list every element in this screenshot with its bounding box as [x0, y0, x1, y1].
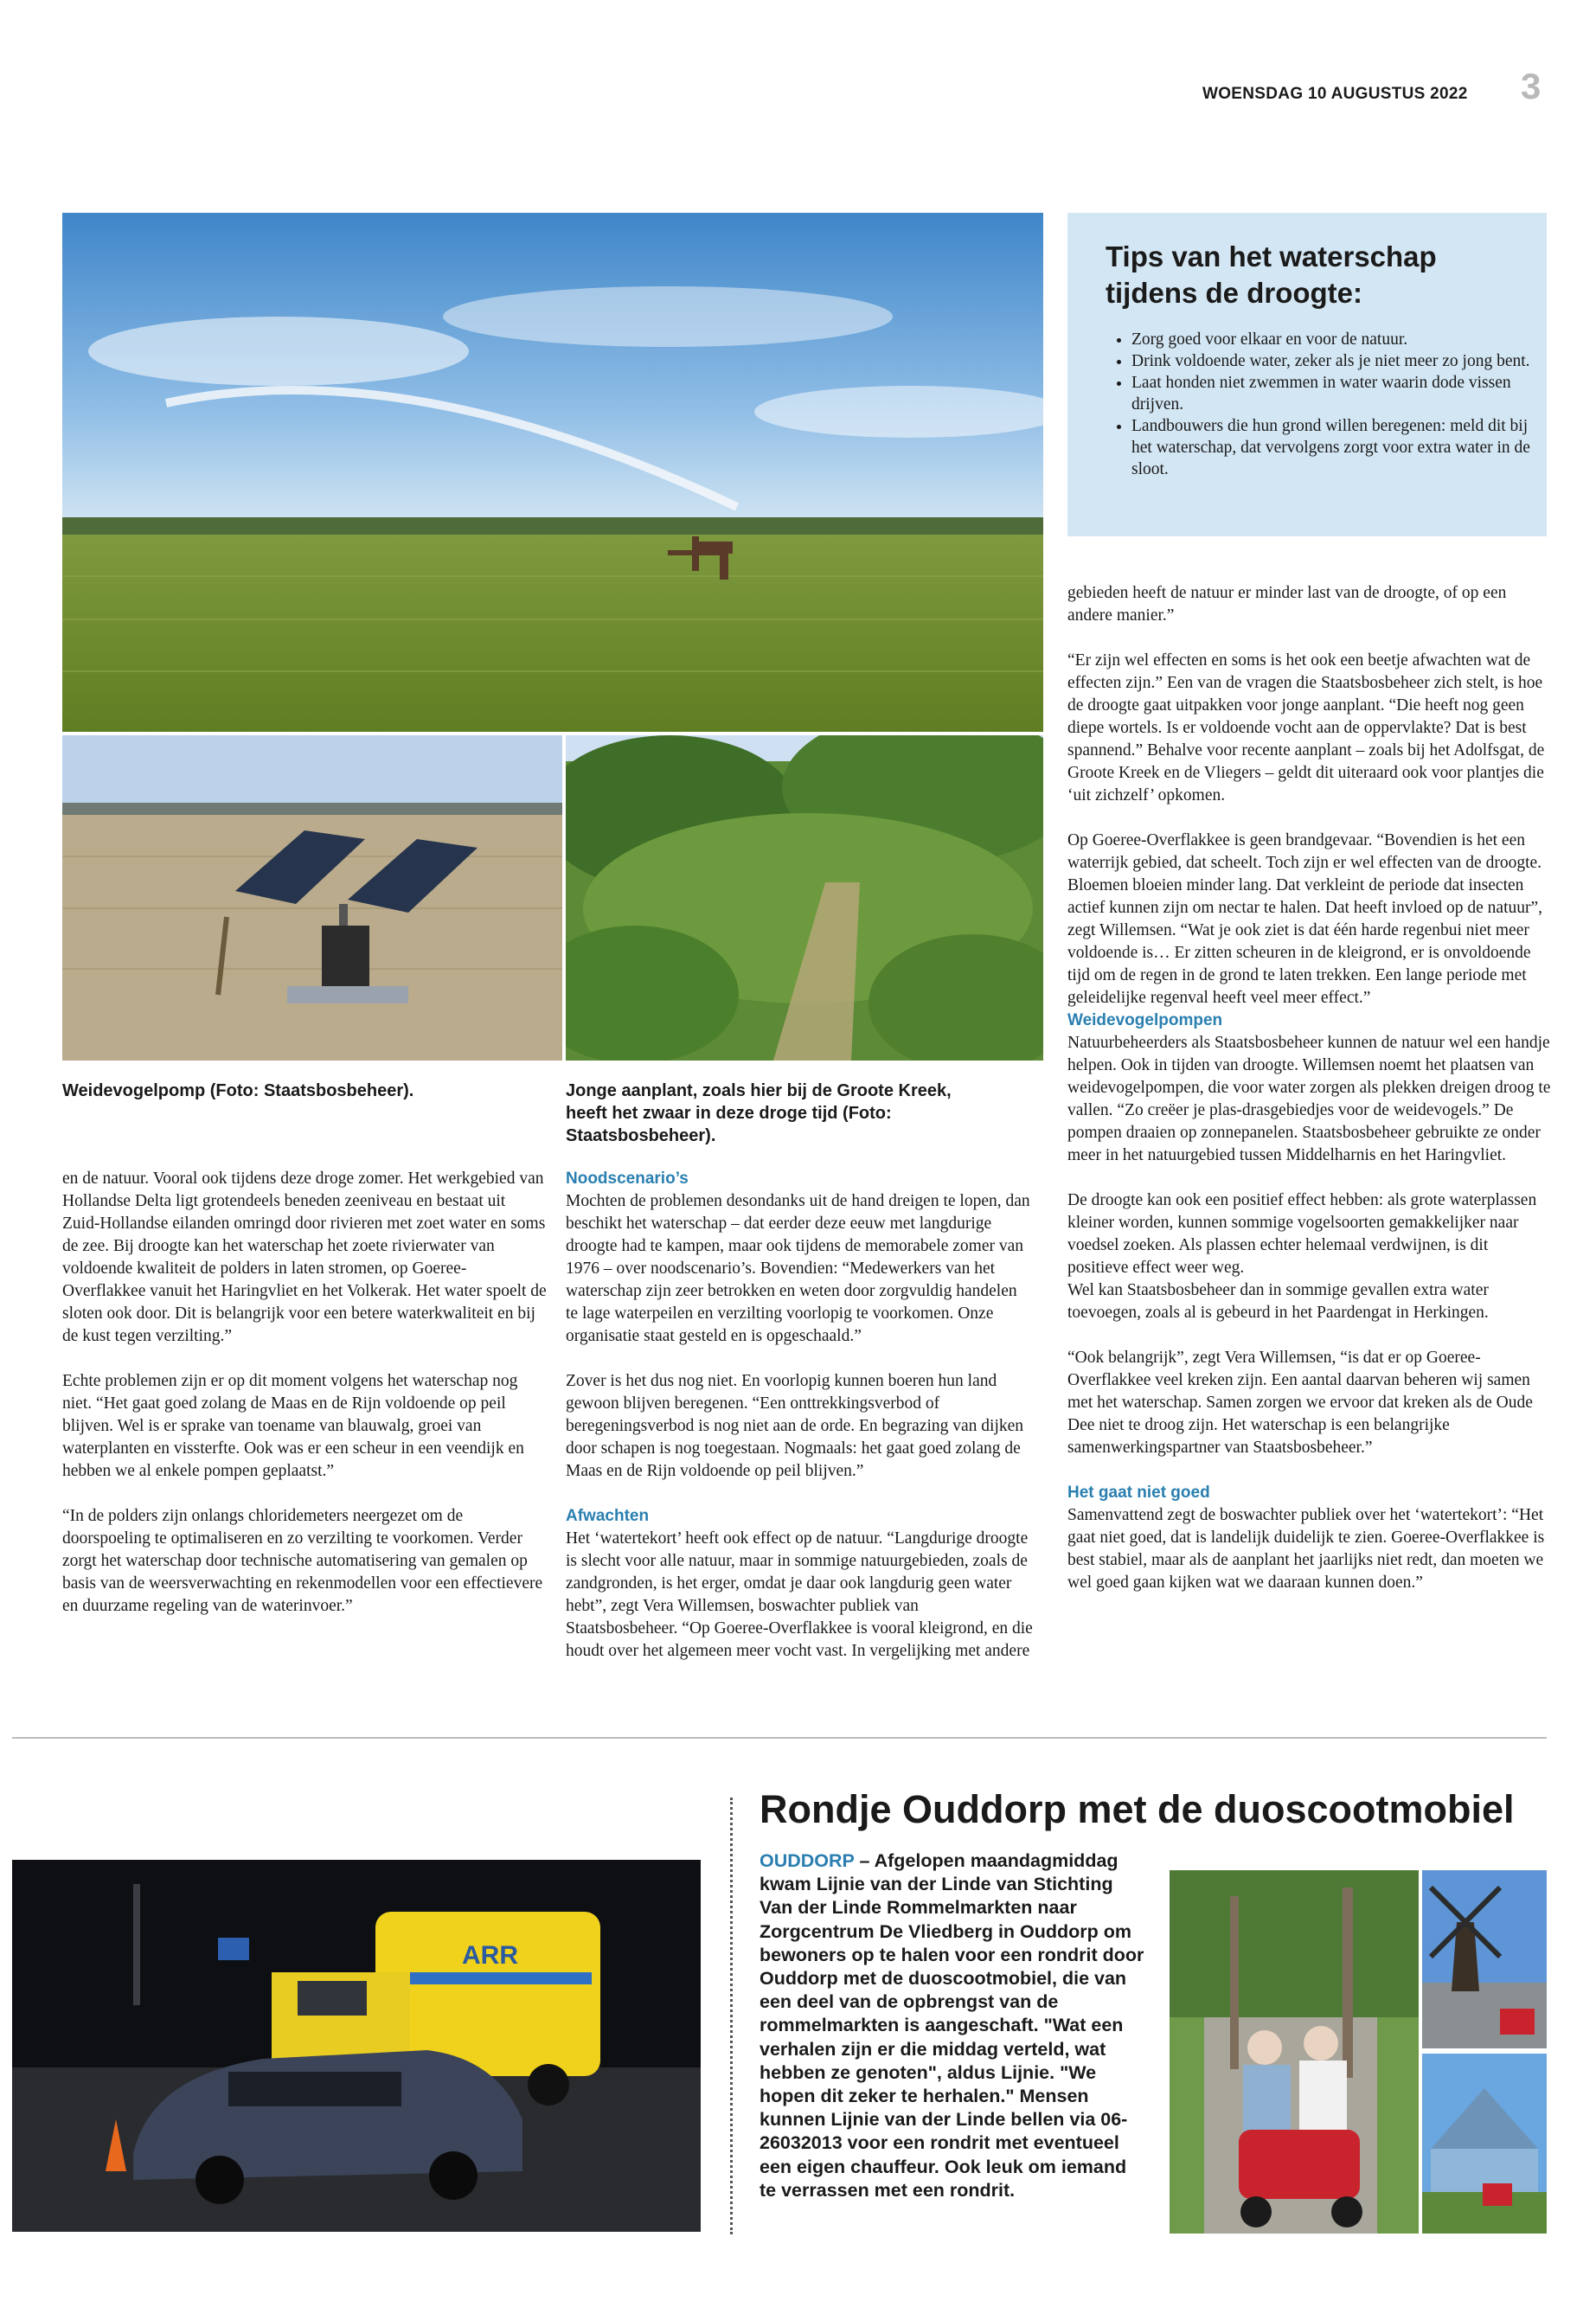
article2-dateline: OUDDORP: [760, 1850, 855, 1871]
solar-pump-photo: [62, 735, 562, 1061]
tips-list: [1106, 329, 1538, 480]
tips-item: • Laat honden niet zwemmen in water waarin dode vissen drijven.: [1131, 372, 1538, 415]
horizontal-divider: [12, 1737, 1547, 1739]
col3-subheading-weidevogelpompen: Weidevogelpompen: [1067, 1011, 1223, 1029]
article2-text: – Afgelopen maandagmiddag kwam Lijnie van der Linde van Stichting Van der Linde Rommelmarkten naar Zorgcentrum De Vliedberg in Ouddorp om bewoners op te halen voor een rondrit door Ouddorp met de duoscootmobiel, die van een deel van de opbrengst van de rommelmarkten is aangeschaft. "Wat een verhalen zijn er die middag verteld, wat hebben ze genoten", aldus Lijnie. "We hopen dit zeker te herhalen." Mensen kunnen Lijnie van der Linde bellen via 06-26032013 voor een rondrit met eventueel een eigen chauffeur. Ook leuk om iemand te verrassen met een rondrit.: [760, 1850, 1144, 2201]
windmill-photo: [1422, 1870, 1547, 2048]
col3-paragraph: “Ook belangrijk”, zegt Vera Willemsen, “is dat er op Goeree-Overflakkee veel kreken zijn. Een aantal daarvan beheren wij samen met het waterschap. Samen zorgen we ervoor dat kreken als de Oude Dee niet te droog zijn. Het waterschap is een belangrijke samenwerkingspartner van Staatsbosbeheer.”: [1067, 1349, 1533, 1457]
duoscootmobiel-main-photo: [1170, 1870, 1419, 2234]
col2-subheading-noodscenarios: Noodscenario’s: [566, 1170, 689, 1188]
tips-title-line2: tijdens de droogte:: [1106, 277, 1362, 309]
tips-item: • Landbouwers die hun grond willen beregenen: meld dit bij het waterschap, dat vervolgens zorgt voor extra water in de sloot.: [1131, 415, 1538, 480]
col2-subheading-afwachten: Afwachten: [566, 1507, 650, 1525]
young-plants-photo: [566, 735, 1043, 1061]
ambulance-text: ARR: [462, 1941, 518, 1970]
column-3: [1067, 582, 1552, 1617]
page-date: WOENSDAG 10 AUGUSTUS 2022: [1202, 85, 1468, 103]
tips-title-line1: Tips van het waterschap: [1106, 240, 1437, 272]
col3-paragraph: gebieden heeft de natuur er minder last van de droogte, of op een andere manier.”: [1067, 584, 1507, 625]
column-1: [62, 1168, 547, 1640]
tips-box: [1067, 213, 1547, 536]
article2-title: Rondje Ouddorp met de duoscootmobiel: [760, 1787, 1515, 1831]
col3-subheading-het-gaat-niet-goed: Het gaat niet goed: [1067, 1484, 1210, 1502]
col3-paragraph: Op Goeree-Overflakkee is geen brandgevaar. “Bovendien is het een waterrijk gebied, dat scheelt. Toch zijn er wel effecten van de droogte. Bloemen bloeien minder lang. Dat verkleint de periode dat insecten actief kunnen zijn om nectar te halen. Dat heeft invloed op de natuur”, zegt Willemsen. “Wat je ook ziet is dat één harde regenbui niet meer voldoende is… Er zitten scheuren in de kleigrond, er is onvoldoende tijd om de regen in de grond te laten trekken. Een lange periode met geleidelijke regenval heeft veel meer effect.”: [1067, 831, 1543, 1007]
article2-body: [760, 1849, 1147, 2202]
caption-plants: Jonge aanplant, zoals hier bij de Groote Kreek, heeft het zwaar in deze droge tijd (Foto: Staatsbosbeheer).: [566, 1081, 952, 1145]
col1-paragraph: “In de polders zijn onlangs chloridemeters neergezet om de doorspoeling te optimaliseren en zo verzilting te voorkomen. Verder zorgt het waterschap door technische automatisering van gemalen op basis van de weersverwachting en rekenmodellen voor een effectievere en duurzame regeling van de waterinvoer.”: [62, 1507, 543, 1615]
blue-house-photo: [1422, 2054, 1547, 2234]
col2-paragraph: Mochten de problemen desondanks uit de hand dreigen te lopen, dan beschikt het waterschap – dat eerder deze eeuw met langdurige droogte had te kampen, maar ook tijdens de memorabele zomer van 1976 – over noodscenario’s. Bovendien: “Medewerkers van het waterschap zijn zeer betrokken en weten door zorgvuldig handelen te lage waterpeilen en verzilting voorlopig te voorkomen. Onze organisatie staat gesteld en is opgeschaald.”: [566, 1192, 1030, 1345]
tips-item: • Zorg goed voor elkaar en voor de natuur.: [1131, 329, 1538, 350]
col1-paragraph: Echte problemen zijn er op dit moment volgens het waterschap nog niet. “Het gaat goed zolang de Maas en de Rijn voldoende op peil blijven. Wel is er sprake van toename van blauwalg, groei van waterplanten en vissterfte. Ook was er een scheur in een veendijk en hebben we al enkele pompen geplaatst.”: [62, 1372, 524, 1480]
page-number: 3: [1521, 66, 1542, 106]
column-2: [566, 1168, 1033, 1685]
col3-paragraph: “Er zijn wel effecten en soms is het ook een beetje afwachten wat de effecten zijn.” Een van de vragen die Staatsbosbeheer zich stelt, is hoe de droogte gaat uitpakken voor jonge aanplant. “Die heeft nog geen diepe wortels. Is er voldoende vocht aan de oppervlakte? Dat is best spannend.” Behalve voor recente aanplant – zoals bij het Adolfsgat, de Groote Kreek en de Vliegers – geldt dit uiteraard ook voor plantjes die ‘uit zichzelf’ opkomen.: [1067, 651, 1545, 804]
col3-paragraph: Natuurbeheerders als Staatsbosbeheer kunnen de natuur wel een handje helpen. Ook in tijden van droogte. Willemsen noemt het plaatsen van weidevogelpompen, die voor water zorgen als plekken dreigen droog te vallen. “Zo creëer je plas-drasgebiedjes voor de weidevogels.” De pompen draaien op zonnepanelen. Staatsbosbeheer gebruikte ze onder meer in het natuurgebied tussen Middelharnis en het Haringvliet.: [1067, 1034, 1551, 1164]
irrigation-field-photo: [62, 213, 1043, 732]
col2-paragraph: Zover is het dus nog niet. En voorlopig kunnen boeren hun land gewoon blijven beregenen. “Een onttrekkingsverbod of beregeningsverbod is nog niet aan de orde. En begrazing van dijken door schapen is nog toegestaan. Nogmaals: het gaat goed zolang de Maas en de Rijn voldoende op peil blijven.”: [566, 1372, 1024, 1480]
vertical-divider: [730, 1798, 733, 2234]
col3-paragraph: De droogte kan ook een positief effect hebben: als grote waterplassen kleiner worden, kunnen sommige vogelsoorten gemakkelijker naar voedsel zoeken. Als plassen echter helemaal verdwijnen, is dit positieve effect weer weg.: [1067, 1191, 1537, 1277]
col1-paragraph: en de natuur. Vooral ook tijdens deze droge zomer. Het werkgebied van Hollandse Delta ligt grotendeels beneden zeeniveau en bestaat uit Zuid-Hollandse eilanden omringd door rivieren met zoet water en soms de zee. Bij droogte kan het waterschap het zoete rivierwater van voldoende kwaliteit de polders in laten stromen, op Goeree-Overflakkee vanuit het Haringvliet en het Volkerak. Het water spoelt de sloten ook door. Dit is belangrijk voor een betere waterkwaliteit en bij de kust tegen verzilting.”: [62, 1170, 547, 1345]
col2-paragraph: Het ‘watertekort’ heeft ook effect op de natuur. “Langdurige droogte is slecht voor alle natuur, maar in sommige natuurgebieden, zoals de zandgronden, is het erger, omdat je daar ook langdurig geen water hebt”, zegt Vera Willemsen, boswachter publiek van Staatsbosbeheer. “Op Goeree-Overflakkee is vooral kleigrond, en die houdt over het algemeen meer vocht vast. In vergelijking met andere: [566, 1529, 1033, 1660]
col3-paragraph: Wel kan Staatsbosbeheer dan in sommige gevallen extra water toevoegen, zoals al is gebeurd in het Paardengat in Herkingen.: [1067, 1281, 1489, 1322]
accident-ambulance-photo: [12, 1860, 701, 2232]
tips-item: • Drink voldoende water, zeker als je niet meer zo jong bent.: [1131, 350, 1538, 372]
caption-pump: Weidevogelpomp (Foto: Staatsbosbeheer).: [62, 1081, 414, 1100]
col3-paragraph: Samenvattend zegt de boswachter publiek over het ‘watertekort’: “Het gaat niet goed, dat is landelijk duidelijk te zien. Goeree-Overflakkee is best stabiel, maar als de aanplant het jaarlijks niet redt, dan moeten we wel goed gaan kijken wat we daaraan kunnen doen.”: [1067, 1506, 1545, 1592]
